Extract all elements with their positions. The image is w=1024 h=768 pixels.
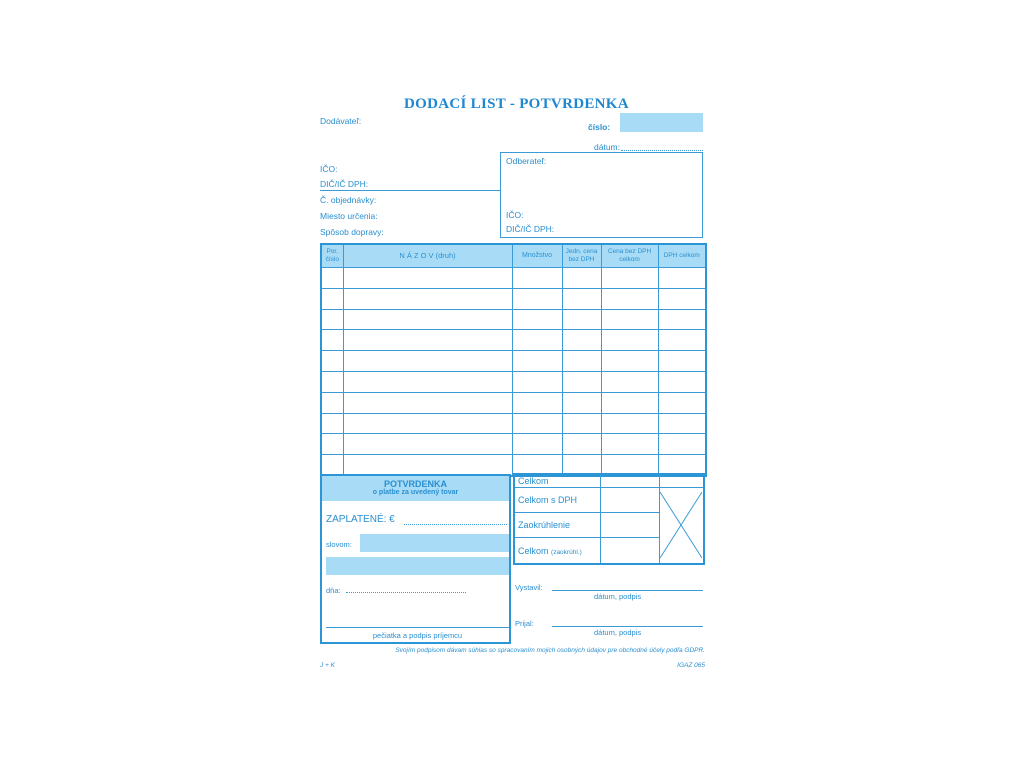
total-vat-label: Celkom s DPH (514, 487, 601, 512)
table-row[interactable] (321, 371, 706, 392)
stamp-label: pečiatka a podpis príjemcu (372, 631, 463, 640)
paid-label: ZAPLATENÉ: € (326, 514, 395, 525)
date-field[interactable] (621, 150, 703, 151)
customer-box (500, 152, 703, 238)
order-number-label: Č. objednávky: (320, 195, 377, 205)
received-line[interactable] (552, 626, 703, 627)
column-header: Cena bez DPH celkom (601, 244, 658, 268)
items-table-header (321, 244, 706, 268)
customer-ico-label: IČO: (506, 210, 524, 220)
column-header: Por. číslo (321, 244, 343, 268)
paid-amount-field[interactable] (404, 524, 507, 525)
footer-left-code: J + K (320, 662, 335, 669)
issued-sub: dátum, podpis (594, 592, 642, 601)
supplier-dic-label: DIČ/IČ DPH: (320, 179, 369, 189)
delivery-note-form (316, 90, 706, 680)
receipt-title: POTVRDENKA (383, 479, 447, 489)
column-header: Množstvo (512, 244, 562, 268)
crossed-cell (660, 487, 704, 564)
items-table (320, 243, 707, 477)
number-field[interactable] (620, 113, 703, 132)
customer-label: Odberateľ: (506, 156, 547, 166)
words-label: slovom: (326, 540, 352, 549)
table-row[interactable] (321, 288, 706, 309)
table-row[interactable] (321, 330, 706, 351)
supplier-label: Dodávateľ: (320, 116, 362, 126)
total-value[interactable] (601, 474, 660, 487)
form-title: DODACÍ LIST - POTVRDENKA (404, 96, 629, 112)
total-rounded-text: Celkom (518, 545, 549, 556)
totals-row (514, 487, 704, 512)
table-row[interactable] (321, 268, 706, 289)
issued-label: Vystavil: (515, 583, 543, 592)
receipt-date-field[interactable] (346, 592, 466, 593)
received-label: Prijal: (515, 619, 534, 628)
gdpr-consent: Svojím podpisom dávam súhlas so spracovaním mojich osobných údajov pre obchodné účely podľa GDPR. (395, 647, 705, 654)
column-header: N Á Z O V (druh) (343, 244, 512, 268)
issued-line[interactable] (552, 590, 703, 591)
total-label: Celkom (514, 474, 601, 487)
total-rounded-suffix: (zaokrúhl.) (551, 548, 582, 556)
destination-label: Miesto určenia: (320, 211, 378, 221)
totals-table (513, 473, 705, 565)
customer-dic-label: DIČ/IČ DPH: (506, 224, 555, 234)
table-row[interactable] (321, 351, 706, 372)
rounding-label: Zaokrúhlenie (514, 512, 601, 537)
receipt-subtitle: o platbe za uvedený tovar (372, 489, 459, 496)
total-rounded-value[interactable] (601, 538, 660, 564)
words-field-1[interactable] (360, 534, 509, 552)
table-row[interactable] (321, 434, 706, 455)
table-row[interactable] (321, 309, 706, 330)
table-row[interactable] (321, 413, 706, 434)
number-label: číslo: (588, 122, 611, 132)
supplier-divider (320, 190, 500, 191)
words-field-2[interactable] (326, 557, 509, 575)
stamp-line (326, 627, 509, 628)
column-header: DPH celkom (658, 244, 706, 268)
date-label: dátum: (594, 142, 620, 152)
supplier-ico-label: IČO: (320, 164, 338, 174)
cross-out-icon (660, 492, 702, 558)
rounding-value[interactable] (601, 512, 660, 537)
table-row[interactable] (321, 392, 706, 413)
receipt-date-label: dňa: (326, 586, 341, 595)
footer-right-code: IGAZ 065 (677, 662, 705, 669)
receipt-box (320, 474, 511, 644)
receipt-header (322, 476, 509, 501)
total-vat-value[interactable] (660, 474, 704, 487)
received-sub: dátum, podpis (594, 628, 642, 637)
transport-label: Spôsob dopravy: (320, 227, 384, 237)
totals-row (514, 474, 704, 487)
total-vat-amount[interactable] (601, 487, 660, 512)
column-header: Jedn. cena bez DPH (562, 244, 601, 268)
total-rounded-label (514, 538, 601, 564)
